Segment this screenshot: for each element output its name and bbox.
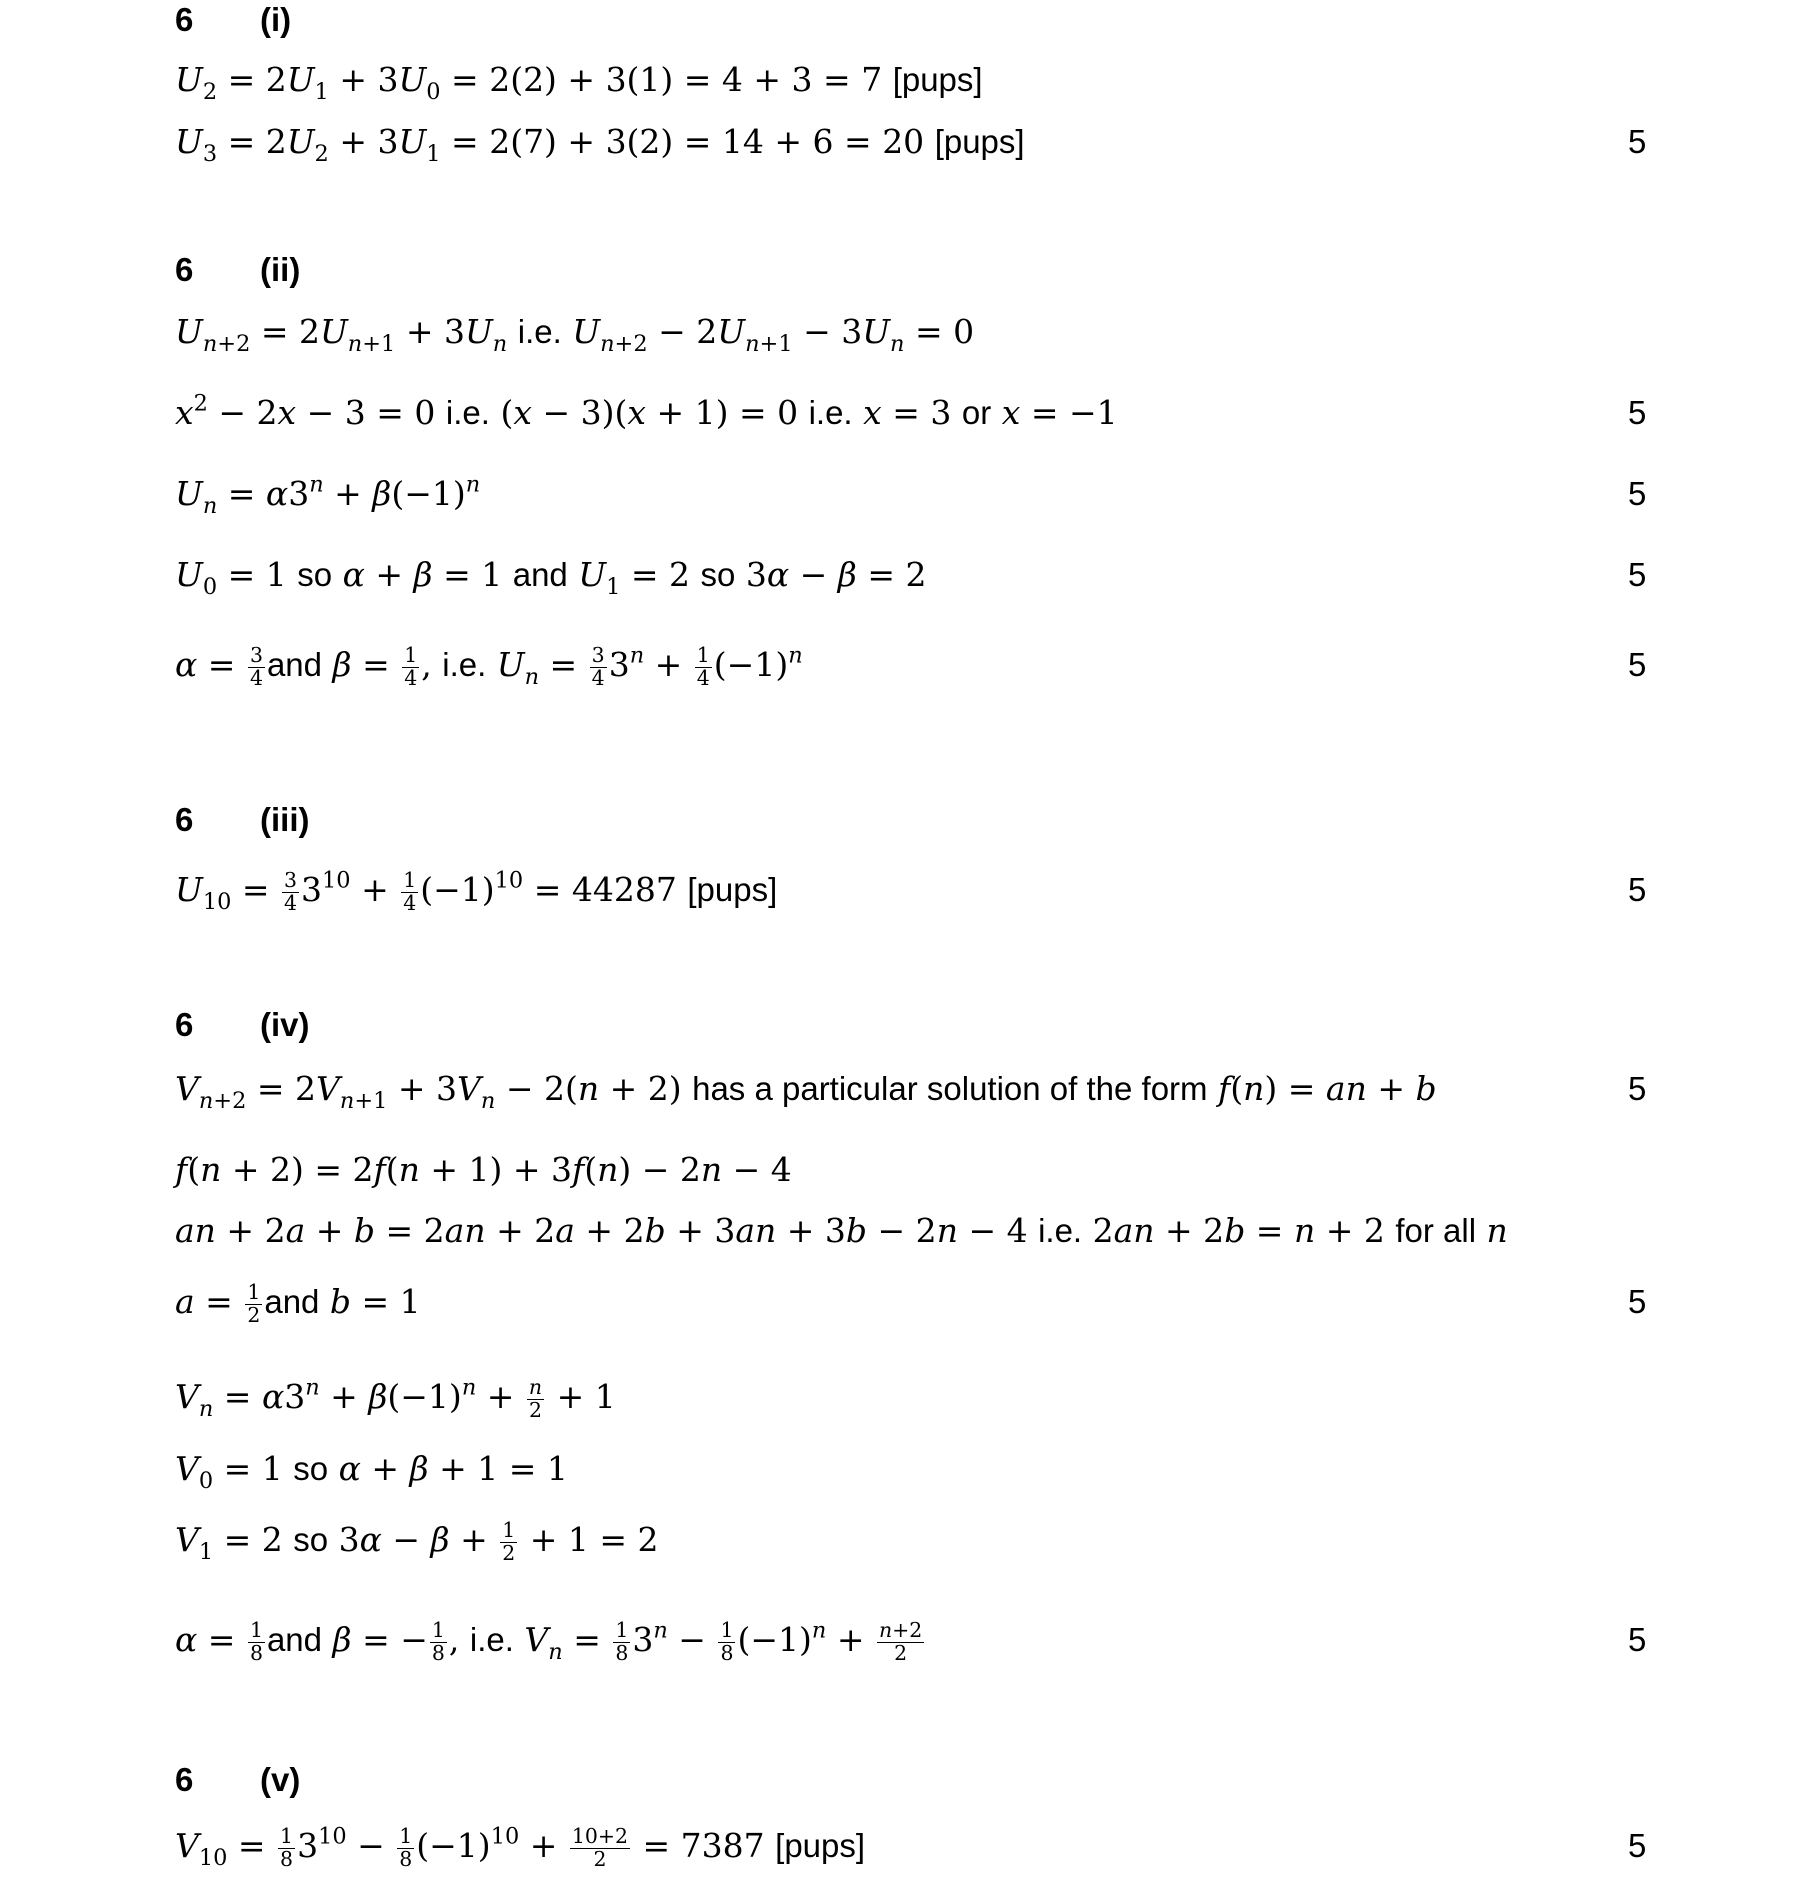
mark: 5 (1628, 1283, 1647, 1320)
math-line-v1: $V_1 = 2$ so 3α − β + $\frac{1}{2}$ + 1 = 2 (175, 1518, 659, 1565)
mark: 5 (1628, 123, 1647, 160)
part-label: (iii) (260, 801, 310, 838)
part-label: (ii) (260, 251, 301, 288)
math-line-v0: $V_0 = 1$ so α + β + 1 = 1 (175, 1449, 568, 1494)
part-label: (iv) (260, 1006, 310, 1043)
math-line-initial: $U_0 = 1$ so α + β = 1 and $U_1 = 2$ so 3α − β = 2 (175, 555, 927, 600)
math-line-u3: $U_3 = 2U_2 + 3U_1 = 2(7) + 3(2) = 14 + 6 = 20$ [pups] (175, 122, 1025, 167)
mark: 5 (1628, 646, 1647, 683)
math-line-solution-v: α = $\frac{1}{8}$ and β = − $\frac{1}{8}$ , i.e. $V_n$ = $\frac{1}{8}$ $3^n$ − $\frac{1}{8}$ $(-1)^n$ + $\frac{n+2}{2}$ (175, 1617, 923, 1665)
math-line-expand: an + 2a + b = 2an + 2a + 2b + 3an + 3b − 2n − 4 i.e. 2an + 2b = n + 2 for all n (175, 1211, 1508, 1250)
section-heading-6-i (175, 0, 292, 40)
section-heading-6-ii (175, 250, 301, 290)
mark: 5 (1628, 871, 1647, 908)
mark: 5 (1628, 1621, 1647, 1658)
question-number: 6 (175, 1761, 194, 1798)
question-number: 6 (175, 801, 194, 838)
math-line-recurrence: $U_{n+2} = 2U_{n+1} + 3U_n$ i.e. $U_{n+2} - 2U_{n+1} - 3U_n = 0$ (175, 312, 975, 357)
math-line-u10: $U_{10}$ = $\frac{3}{4}$ $3^{10}$ + $\frac{1}{4}$ $(-1)^{10} = 44287$ [pups] (175, 867, 778, 915)
math-line-solution-u: α = $\frac{3}{4}$ and β = $\frac{1}{4}$ , i.e. $U_n$ = $\frac{3}{4}$ $3^n$ + $\frac{1}{4}$ $(-1)^n$ (175, 642, 803, 690)
value-v10: 7387 (680, 1826, 765, 1865)
section-heading-6-iv (175, 1005, 310, 1045)
mark: 5 (1628, 1070, 1647, 1107)
mark: 5 (1628, 475, 1647, 512)
section-heading-6-v (175, 1760, 301, 1800)
question-number: 6 (175, 1006, 194, 1043)
math-line-general: $U_n = \alpha 3^n + \beta(-1)^n$ (175, 471, 481, 519)
part-label: (i) (260, 1, 292, 38)
math-line-v10: $V_{10}$ = $\frac{1}{8}$ $3^{10}$ − $\frac{1}{8}$ $(-1)^{10}$ + $\frac{10+2}{2}$ = 7387 [pups] (175, 1823, 866, 1871)
math-line-characteristic: $x^2 - 2x - 3 = 0$ i.e. (x − 3)(x + 1) = 0 i.e. x = 3 or x = −1 (175, 390, 1118, 432)
question-number: 6 (175, 1, 194, 38)
math-line-v-recurrence: $V_{n+2} = 2V_{n+1} + 3V_n - 2(n + 2)$ has a particular solution of the form f(n) = an + b (175, 1069, 1437, 1114)
value-u2: 7 (861, 60, 883, 99)
value-u3: 20 (882, 122, 925, 161)
math-line-v-general: $V_n = \alpha 3^n + \beta(-1)^n$ + $\frac{n}{2}$ + 1 (175, 1374, 616, 1422)
section-heading-6-iii (175, 800, 310, 840)
mark: 5 (1628, 556, 1647, 593)
mark: 5 (1628, 1827, 1647, 1864)
math-line-u2: $U_2 = 2U_1 + 3U_0 = 2(2) + 3(1) = 4 + 3 = 7$ [pups] (175, 60, 983, 105)
part-label: (v) (260, 1761, 301, 1798)
math-line-ab: a = $\frac{1}{2}$ and b = 1 (175, 1280, 421, 1327)
mark: 5 (1628, 394, 1647, 431)
math-line-f-sub: f(n + 2) = 2f(n + 1) + 3f(n) − 2n − 4 (175, 1150, 792, 1189)
question-number: 6 (175, 251, 194, 288)
value-u10: 44287 (571, 870, 677, 909)
